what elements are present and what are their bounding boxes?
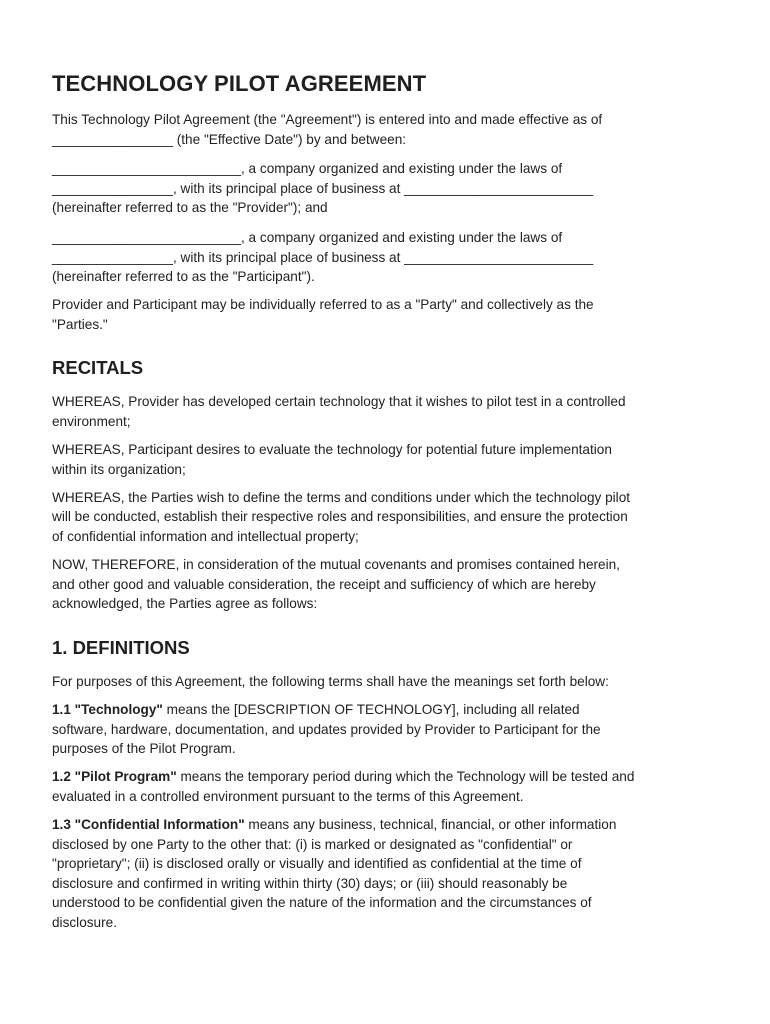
participant-paragraph: [52, 228, 724, 287]
provider-line: (hereinafter referred to as the "Provider"); and: [52, 200, 328, 216]
provider-line: _________________________, a company organized and existing under the laws of: [52, 161, 563, 177]
recital-line: of confidential information and intellectual property;: [52, 529, 359, 544]
definition-term: 1.3 "Confidential Information": [52, 816, 245, 832]
definition-item: [52, 700, 724, 759]
provider-line: ________________, with its principal place of business at _________________________: [52, 180, 594, 196]
participant-line: (hereinafter referred to as the "Participant").: [52, 269, 315, 285]
definition-line: means the [DESCRIPTION OF TECHNOLOGY], including all related: [162, 701, 580, 717]
intro-paragraph: [52, 110, 724, 149]
document-content: [52, 70, 724, 933]
recital-line: environment;: [52, 414, 131, 430]
definition-term: 1.2 "Pilot Program": [52, 769, 177, 785]
recital-line: will be conducted, establish their respective roles and responsibilities, and ensure the protection: [52, 509, 628, 525]
definition-item: [52, 767, 724, 806]
definition-line: evaluated in a controlled environment pursuant to the terms of this Agreement.: [52, 788, 524, 804]
recital-paragraph: [52, 555, 724, 614]
recital-line: acknowledged, the Parties agree as follows:: [52, 596, 318, 612]
recitals-heading: RECITALS: [52, 357, 144, 379]
intro-line: ________________ (the "Effective Date") by and between:: [52, 131, 407, 147]
definition-item: [52, 815, 724, 933]
parties-note-paragraph: [52, 295, 724, 334]
recital-paragraph: [52, 440, 724, 479]
parties-note-line: "Parties.": [52, 316, 108, 332]
definitions-heading: 1. DEFINITIONS: [52, 636, 190, 658]
definition-term: 1.1 "Technology": [52, 701, 163, 717]
recital-line: WHEREAS, Participant desires to evaluate the technology for potential future implementation: [52, 442, 612, 458]
recital-line: NOW, THEREFORE, in consideration of the mutual covenants and promises contained herein,: [52, 557, 620, 573]
recital-line: and other good and valuable consideration, the receipt and sufficiency of which are hereby: [52, 576, 596, 592]
definition-line: disclosure.: [52, 914, 117, 930]
recital-paragraph: [52, 392, 724, 431]
definition-line: purposes of the Pilot Program.: [52, 741, 236, 757]
definition-line: disclosed by one Party to the other that: (i) is marked or designated as "confidential" or: [52, 836, 573, 852]
provider-paragraph: [52, 159, 724, 218]
participant-line: ________________, with its principal place of business at _________________________: [52, 249, 594, 265]
definition-line: "proprietary"; (ii) is disclosed orally or visually and identified as confidential at the time of: [52, 856, 582, 872]
participant-line: _________________________, a company organized and existing under the laws of: [52, 229, 563, 245]
intro-line: This Technology Pilot Agreement (the "Agreement") is entered into and made effective as of: [52, 112, 603, 127]
recital-line: WHEREAS, the Parties wish to define the terms and conditions under which the technology pilot: [52, 489, 631, 505]
definition-line: means any business, technical, financial, or other information: [244, 816, 617, 832]
document-title: TECHNOLOGY PILOT AGREEMENT: [52, 71, 427, 96]
definition-line: means the temporary period during which the Technology will be tested and: [176, 769, 635, 785]
recital-line: within its organization;: [52, 461, 186, 477]
definition-line: disclosure and confirmed in writing within thirty (30) days; or (iii) should reasonably be: [52, 875, 568, 891]
definition-line: understood to be confidential given the nature of the information and the circumstances of: [52, 895, 592, 911]
parties-note-line: Provider and Participant may be individually referred to as a "Party" and collectively as the: [52, 297, 594, 313]
recital-paragraph: [52, 488, 724, 547]
definitions-intro: For purposes of this Agreement, the following terms shall have the meanings set forth below:: [52, 673, 609, 689]
definition-line: software, hardware, documentation, and updates provided by Provider to Participant for the: [52, 721, 601, 737]
recital-line: WHEREAS, Provider has developed certain technology that it wishes to pilot test in a controlled: [52, 394, 626, 410]
